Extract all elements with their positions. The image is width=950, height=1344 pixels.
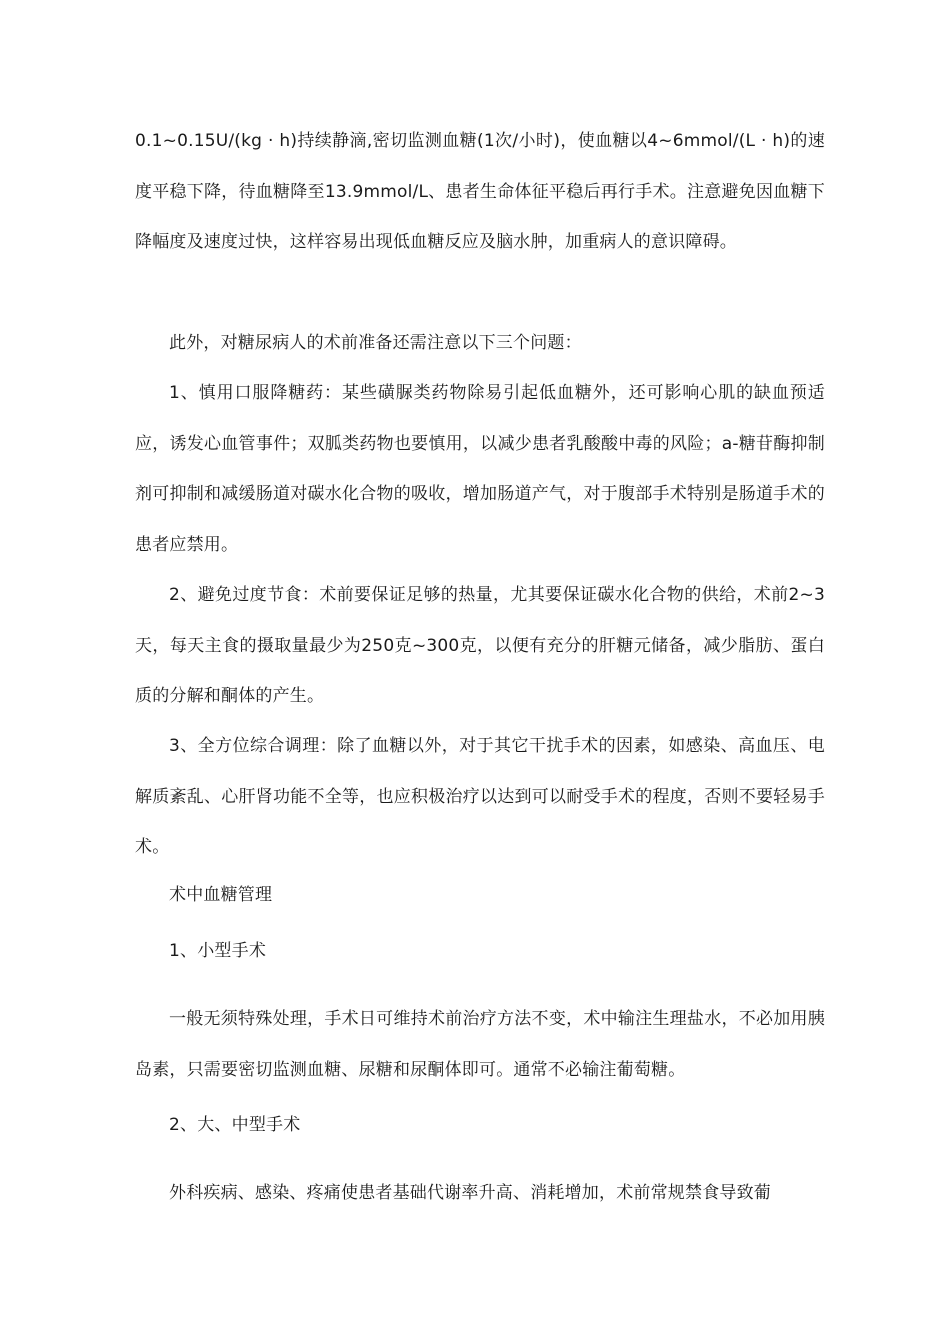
paragraph-oral-drugs: 1、慎用口服降糖药：某些磺脲类药物除易引起低血糖外，还可影响心肌的缺血预适应，诱发心血管事件；双胍类药物也要慎用，以减少患者乳酸酸中毒的风险；a-糖苷酶抑制剂可抑制和减缓肠道对碳水化合物的吸收，增加肠道产气，对于腹部手术特别是肠道手术的患者应禁用。 [135,383,825,555]
paragraph-avoid-fasting: 2、避免过度节食：术前要保证足够的热量，尤其要保证碳水化合物的供给，术前2~3天，每天主食的摄取量最少为250克~300克，以便有充分的肝糖元储备，减少脂肪、蛋白质的分解和酮体的产生。 [135,585,825,706]
paragraph-major-surgery: 外科疾病、感染、疼痛使患者基础代谢率升高、消耗增加，术前常规禁食导致葡 [169,1183,771,1203]
paragraph-minor-surgery: 一般无须特殊处理，手术日可维持术前治疗方法不变，术中输注生理盐水，不必加用胰岛素，只需要密切监测血糖、尿糖和尿酮体即可。通常不必输注葡萄糖。 [135,1009,825,1080]
section-heading-intraop: 术中血糖管理 [169,885,273,905]
subheading-major-surgery: 2、大、中型手术 [169,1115,301,1135]
subheading-minor-surgery: 1、小型手术 [169,941,267,961]
paragraph-insulin-infusion: 0.1~0.15U/(kg · h)持续静滴,密切监测血糖(1次/小时)，使血糖以4~6mmol/(L · h)的速度平稳下降，待血糖降至13.9mmol/L、患者生命体征平稳后再行手术。注意避免因血糖下降幅度及速度过快，这样容易出现低血糖反应及脑水肿，加重病人的意识障碍。 [135,131,825,252]
paragraph-comprehensive-care: 3、全方位综合调理：除了血糖以外，对于其它干扰手术的因素，如感染、高血压、电解质紊乱、心肝肾功能不全等，也应积极治疗以达到可以耐受手术的程度，否则不要轻易手术。 [135,736,825,857]
paragraph-preop-intro: 此外，对糖尿病人的术前准备还需注意以下三个问题： [169,333,582,353]
